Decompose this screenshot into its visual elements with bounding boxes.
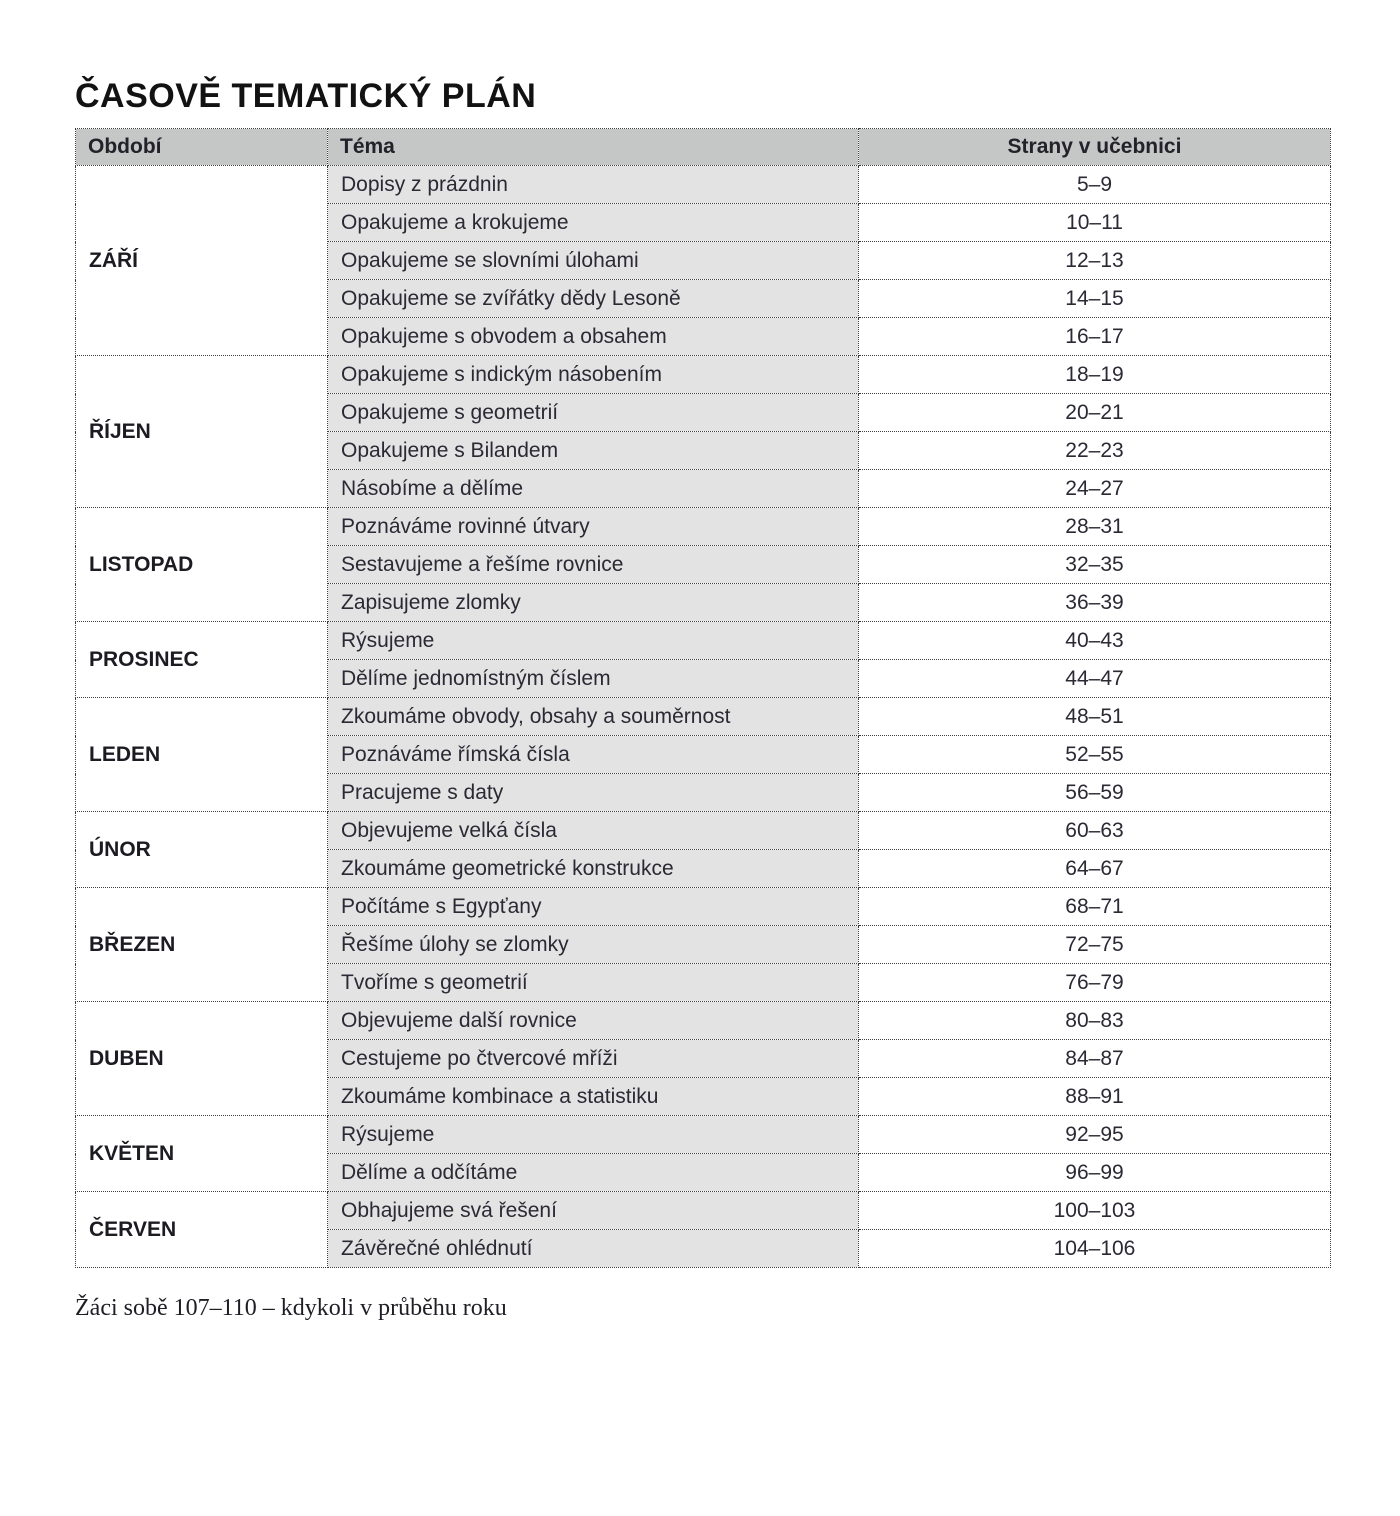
pages-cell: 16–17: [859, 318, 1331, 356]
theme-cell: Řešíme úlohy se zlomky: [328, 926, 859, 964]
theme-cell: Cestujeme po čtvercové mříži: [328, 1040, 859, 1078]
table-row: [76, 1002, 1331, 1040]
period-cell: ÚNOR: [76, 812, 328, 888]
theme-cell: Opakujeme se slovními úlohami: [328, 242, 859, 280]
table-row: [76, 508, 1331, 546]
theme-cell: Násobíme a dělíme: [328, 470, 859, 508]
theme-cell: Dopisy z prázdnin: [328, 166, 859, 204]
theme-cell: Závěrečné ohlédnutí: [328, 1230, 859, 1268]
pages-cell: 76–79: [859, 964, 1331, 1002]
theme-cell: Tvoříme s geometrií: [328, 964, 859, 1002]
theme-cell: Objevujeme velká čísla: [328, 812, 859, 850]
table-row: [76, 1116, 1331, 1154]
theme-cell: Sestavujeme a řešíme rovnice: [328, 546, 859, 584]
pages-cell: 84–87: [859, 1040, 1331, 1078]
theme-cell: Opakujeme s obvodem a obsahem: [328, 318, 859, 356]
col-header-pages: Strany v učebnici: [859, 129, 1331, 166]
theme-cell: Zkoumáme geometrické konstrukce: [328, 850, 859, 888]
header-row: [76, 129, 1331, 166]
pages-cell: 48–51: [859, 698, 1331, 736]
period-cell: LISTOPAD: [76, 508, 328, 622]
pages-cell: 24–27: [859, 470, 1331, 508]
pages-cell: 20–21: [859, 394, 1331, 432]
table-row: [76, 622, 1331, 660]
table-row: [76, 1192, 1331, 1230]
pages-cell: 28–31: [859, 508, 1331, 546]
pages-cell: 44–47: [859, 660, 1331, 698]
period-cell: ČERVEN: [76, 1192, 328, 1268]
theme-cell: Opakujeme s geometrií: [328, 394, 859, 432]
pages-cell: 68–71: [859, 888, 1331, 926]
footnote: Žáci sobě 107–110 – kdykoli v průběhu roku: [75, 1295, 507, 1322]
period-cell: KVĚTEN: [76, 1116, 328, 1192]
period-cell: LEDEN: [76, 698, 328, 812]
pages-cell: 5–9: [859, 166, 1331, 204]
pages-cell: 88–91: [859, 1078, 1331, 1116]
theme-cell: Objevujeme další rovnice: [328, 1002, 859, 1040]
table-row: [76, 356, 1331, 394]
theme-cell: Zapisujeme zlomky: [328, 584, 859, 622]
theme-cell: Dělíme a odčítáme: [328, 1154, 859, 1192]
theme-cell: Poznáváme rovinné útvary: [328, 508, 859, 546]
theme-cell: Opakujeme se zvířátky dědy Lesoně: [328, 280, 859, 318]
theme-cell: Pracujeme s daty: [328, 774, 859, 812]
pages-cell: 80–83: [859, 1002, 1331, 1040]
col-header-theme: Téma: [328, 129, 859, 166]
table-row: [76, 166, 1331, 204]
theme-cell: Zkoumáme obvody, obsahy a souměrnost: [328, 698, 859, 736]
pages-cell: 56–59: [859, 774, 1331, 812]
pages-cell: 14–15: [859, 280, 1331, 318]
pages-cell: 60–63: [859, 812, 1331, 850]
theme-cell: Opakujeme a krokujeme: [328, 204, 859, 242]
period-cell: PROSINEC: [76, 622, 328, 698]
pages-cell: 40–43: [859, 622, 1331, 660]
pages-cell: 10–11: [859, 204, 1331, 242]
pages-cell: 64–67: [859, 850, 1331, 888]
table-row: [76, 888, 1331, 926]
pages-cell: 12–13: [859, 242, 1331, 280]
pages-cell: 96–99: [859, 1154, 1331, 1192]
table-row: [76, 812, 1331, 850]
period-cell: ŘÍJEN: [76, 356, 328, 508]
theme-cell: Opakujeme s Bilandem: [328, 432, 859, 470]
theme-cell: Rýsujeme: [328, 1116, 859, 1154]
col-header-period: Období: [76, 129, 328, 166]
period-cell: BŘEZEN: [76, 888, 328, 1002]
theme-cell: Rýsujeme: [328, 622, 859, 660]
theme-cell: Počítáme s Egypťany: [328, 888, 859, 926]
pages-cell: 32–35: [859, 546, 1331, 584]
pages-cell: 22–23: [859, 432, 1331, 470]
page-title: ČASOVĚ TEMATICKÝ PLÁN: [75, 77, 537, 115]
pages-cell: 100–103: [859, 1192, 1331, 1230]
pages-cell: 72–75: [859, 926, 1331, 964]
pages-cell: 92–95: [859, 1116, 1331, 1154]
pages-cell: 18–19: [859, 356, 1331, 394]
theme-cell: Poznáváme římská čísla: [328, 736, 859, 774]
theme-cell: Obhajujeme svá řešení: [328, 1192, 859, 1230]
theme-cell: Dělíme jednomístným číslem: [328, 660, 859, 698]
table-row: [76, 698, 1331, 736]
period-cell: DUBEN: [76, 1002, 328, 1116]
period-cell: ZÁŘÍ: [76, 166, 328, 356]
theme-cell: Opakujeme s indickým násobením: [328, 356, 859, 394]
theme-cell: Zkoumáme kombinace a statistiku: [328, 1078, 859, 1116]
thematic-plan-table: [75, 128, 1331, 1268]
pages-cell: 52–55: [859, 736, 1331, 774]
pages-cell: 104–106: [859, 1230, 1331, 1268]
pages-cell: 36–39: [859, 584, 1331, 622]
plan-table-body: [76, 166, 1331, 1268]
